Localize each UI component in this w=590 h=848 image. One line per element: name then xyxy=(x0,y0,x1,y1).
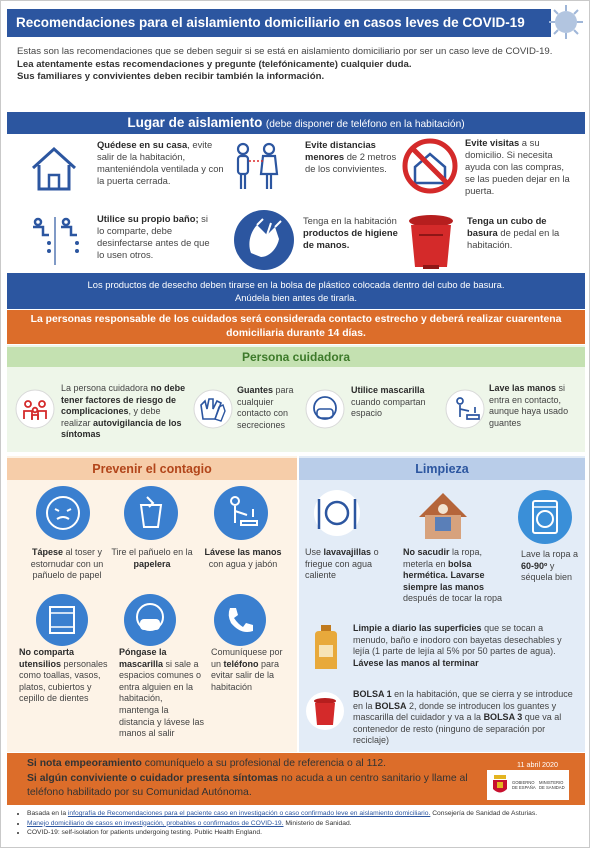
prevenir-title: Prevenir el contagio xyxy=(7,458,297,480)
lugar-title: Lugar de aislamiento xyxy=(127,115,263,130)
mask-icon xyxy=(123,593,177,647)
intro-line-1: Estas son las recomendaciones que se deben seguir si se está en aislamiento domiciliario por ser un caso leve de COVID-19. xyxy=(17,46,553,57)
gov-label: GOBIERNO DE ESPAÑA xyxy=(512,780,536,790)
lugar-item-6: Tenga un cubo de basura de pedal en la habitación. xyxy=(467,215,560,250)
prevenir-item-5: Póngase la mascarilla si sale a espacios comunes o entra alguien en la habitación, mantenga la distancia y lávese las manos al salir xyxy=(119,647,205,739)
cuidadora-item-3: Utilice mascarilla cuando compartan espacio xyxy=(351,385,426,419)
waste-note xyxy=(7,273,585,309)
cutlery-icon xyxy=(313,489,361,537)
lugar-item-3: Evite visitas a su domicilio. Si necesita ayuda con las compras, se las pueden dejar en la puerta. xyxy=(465,137,570,196)
cuidadora-title: Persona cuidadora xyxy=(7,347,585,367)
reference-item: • Manejo domiciliario de casos en investigación, probables o confirmados de COVID-19. Ministerio de Sanidad. xyxy=(27,819,582,829)
family-icon xyxy=(15,389,55,429)
footer-text xyxy=(27,757,497,801)
mask-face-icon xyxy=(305,389,345,429)
hand-wash-basin-icon xyxy=(445,389,485,429)
spain-coat-icon xyxy=(491,773,509,797)
house-icon xyxy=(27,141,81,195)
prevenir-item-4: No comparta utensilios personales como toallas, vasos, platos, cubiertos y cepillo de dientes xyxy=(19,647,108,704)
wash-hands-icon xyxy=(213,485,269,541)
lugar-item-4: Utilice su propio baño; si lo comparte, debe desinfectarse antes de que lo usen otros. xyxy=(97,213,210,260)
intro-line-3: Sus familiares y convivientes deben recibir también la información. xyxy=(17,71,325,83)
lugar-item-5: Tenga en la habitación productos de higiene de manos. xyxy=(303,215,398,250)
intro-line-2: Lea atentamente estas recomendaciones y pregunte (telefónicamente) cualquier duda. xyxy=(17,58,412,70)
publication-date: 11 abril 2020 xyxy=(517,760,559,769)
waste-note-line-1: Los productos de desecho deben tirarse en la bolsa de plástico colocada dentro del cubo de basura. xyxy=(87,279,505,290)
limpieza-title: Limpieza xyxy=(299,458,585,480)
footer-line-1: Si nota empeoramiento comuníquelo a su profesional de referencia o al 112. xyxy=(27,758,387,769)
faucet-icon xyxy=(27,213,83,267)
ministry-label: MINISTERIO DE SANIDAD xyxy=(539,780,565,790)
prevenir-item-2: Tire el pañuelo en la papelera xyxy=(111,547,193,569)
no-visits-icon xyxy=(401,137,459,195)
trash-bin-icon xyxy=(403,211,459,271)
limpieza-item-2: No sacudir la ropa, meterla en bolsa hermética. Lavarse siempre las manos después de tocar la ropa xyxy=(403,547,503,604)
lugar-header xyxy=(7,112,585,134)
reference-link[interactable]: infografía de Recomendaciones para el paciente caso en investigación o caso confirmado leve en aislamiento domiciliario. xyxy=(67,810,431,817)
cuidadora-item-1: La persona cuidadora no debe tener factores de riesgo de complicaciones, y debe realizar autovigilancia de los síntomas xyxy=(61,383,186,440)
lugar-item-2: Evite distancias menores de 2 metros de los convivientes. xyxy=(305,139,397,174)
cuidadora-item-4: Lave las manos si entra en contacto, aunque haya usado guantes xyxy=(489,383,569,428)
limpieza-item-3: Lave la ropa a 60-90º y séquela bien xyxy=(521,549,579,583)
washing-machine-icon xyxy=(517,489,573,545)
lugar-subtitle: (debe disponer de teléfono en la habitación) xyxy=(265,119,465,130)
reference-link[interactable]: Manejo domiciliario de casos en investigación, probables o confirmados de COVID-19. xyxy=(27,819,284,827)
sneeze-icon xyxy=(35,485,91,541)
limpieza-superficies: Limpie a diario las superficies que se tocan a menudo, baño e inodoro con bayetas desechables y lejía (1 parte de lejía al 5% por 50 partes de agua). Lávese las manos al terminar xyxy=(353,623,562,668)
limpieza-bolsa: BOLSA 1 en la habitación, que se cierra y se introduce en la BOLSA 2, donde se introducen los guantes y mascarilla del cuidador y va a la BOLSA 3 que va al contenedor de resto (ninguno de separación por reciclaje) xyxy=(353,689,573,746)
reference-item: • COVID-19: self-isolation for patients undergoing testing. Public Health England. xyxy=(27,828,582,838)
prevenir-item-3: Lávese las manos con agua y jabón xyxy=(204,547,282,569)
references-list xyxy=(17,809,582,838)
bleach-bottle-icon xyxy=(309,623,343,673)
cuidadora-item-2: Guantes para cualquier contacto con secreciones xyxy=(237,385,294,430)
waste-note-line-2: Anúdela bien antes de tirarla. xyxy=(235,292,357,303)
page-title: Recomendaciones para el aislamiento domiciliario en casos leves de COVID-19 xyxy=(7,9,551,37)
hand-wash-icon xyxy=(233,209,295,271)
footer-line-2: Si algún conviviente o cuidador presenta síntomas no acuda a un centro sanitario y llame al teléfono habilitado por su Comunidad Autónoma. xyxy=(27,772,468,798)
prevenir-item-6: Comuníquese por un teléfono para evitar salir de la habitación xyxy=(211,647,283,692)
phone-icon xyxy=(213,593,267,647)
limpieza-item-1: Use lavavajillas o friegue con agua caliente xyxy=(305,547,379,581)
reference-item: • Basada en la infografía de Recomendaciones para el paciente caso en investigación o caso confirmado leve en aislamiento domiciliario. Consejería de Sanidad de Asturias. xyxy=(27,809,582,819)
virus-icon xyxy=(547,3,585,41)
red-bin-icon xyxy=(305,691,345,731)
towel-icon xyxy=(35,593,89,647)
government-logo xyxy=(487,770,569,800)
contact-note: La personas responsable de los cuidados será considerada contacto estrecho y deberá realizar cuarentena domiciliaria durante 14 días. xyxy=(7,310,585,344)
laundry-icon xyxy=(413,487,473,543)
lugar-item-1: Quédese en su casa, evite salir de la habitación, manteniéndola ventilada y con la puerta cerrada. xyxy=(97,139,224,186)
tissue-bin-icon xyxy=(123,485,179,541)
intro-text xyxy=(17,46,582,84)
gloves-icon xyxy=(193,389,233,429)
distance-people-icon xyxy=(233,141,279,195)
prevenir-item-1: Tápese al toser y estornudar con un pañuelo de papel xyxy=(30,547,104,581)
